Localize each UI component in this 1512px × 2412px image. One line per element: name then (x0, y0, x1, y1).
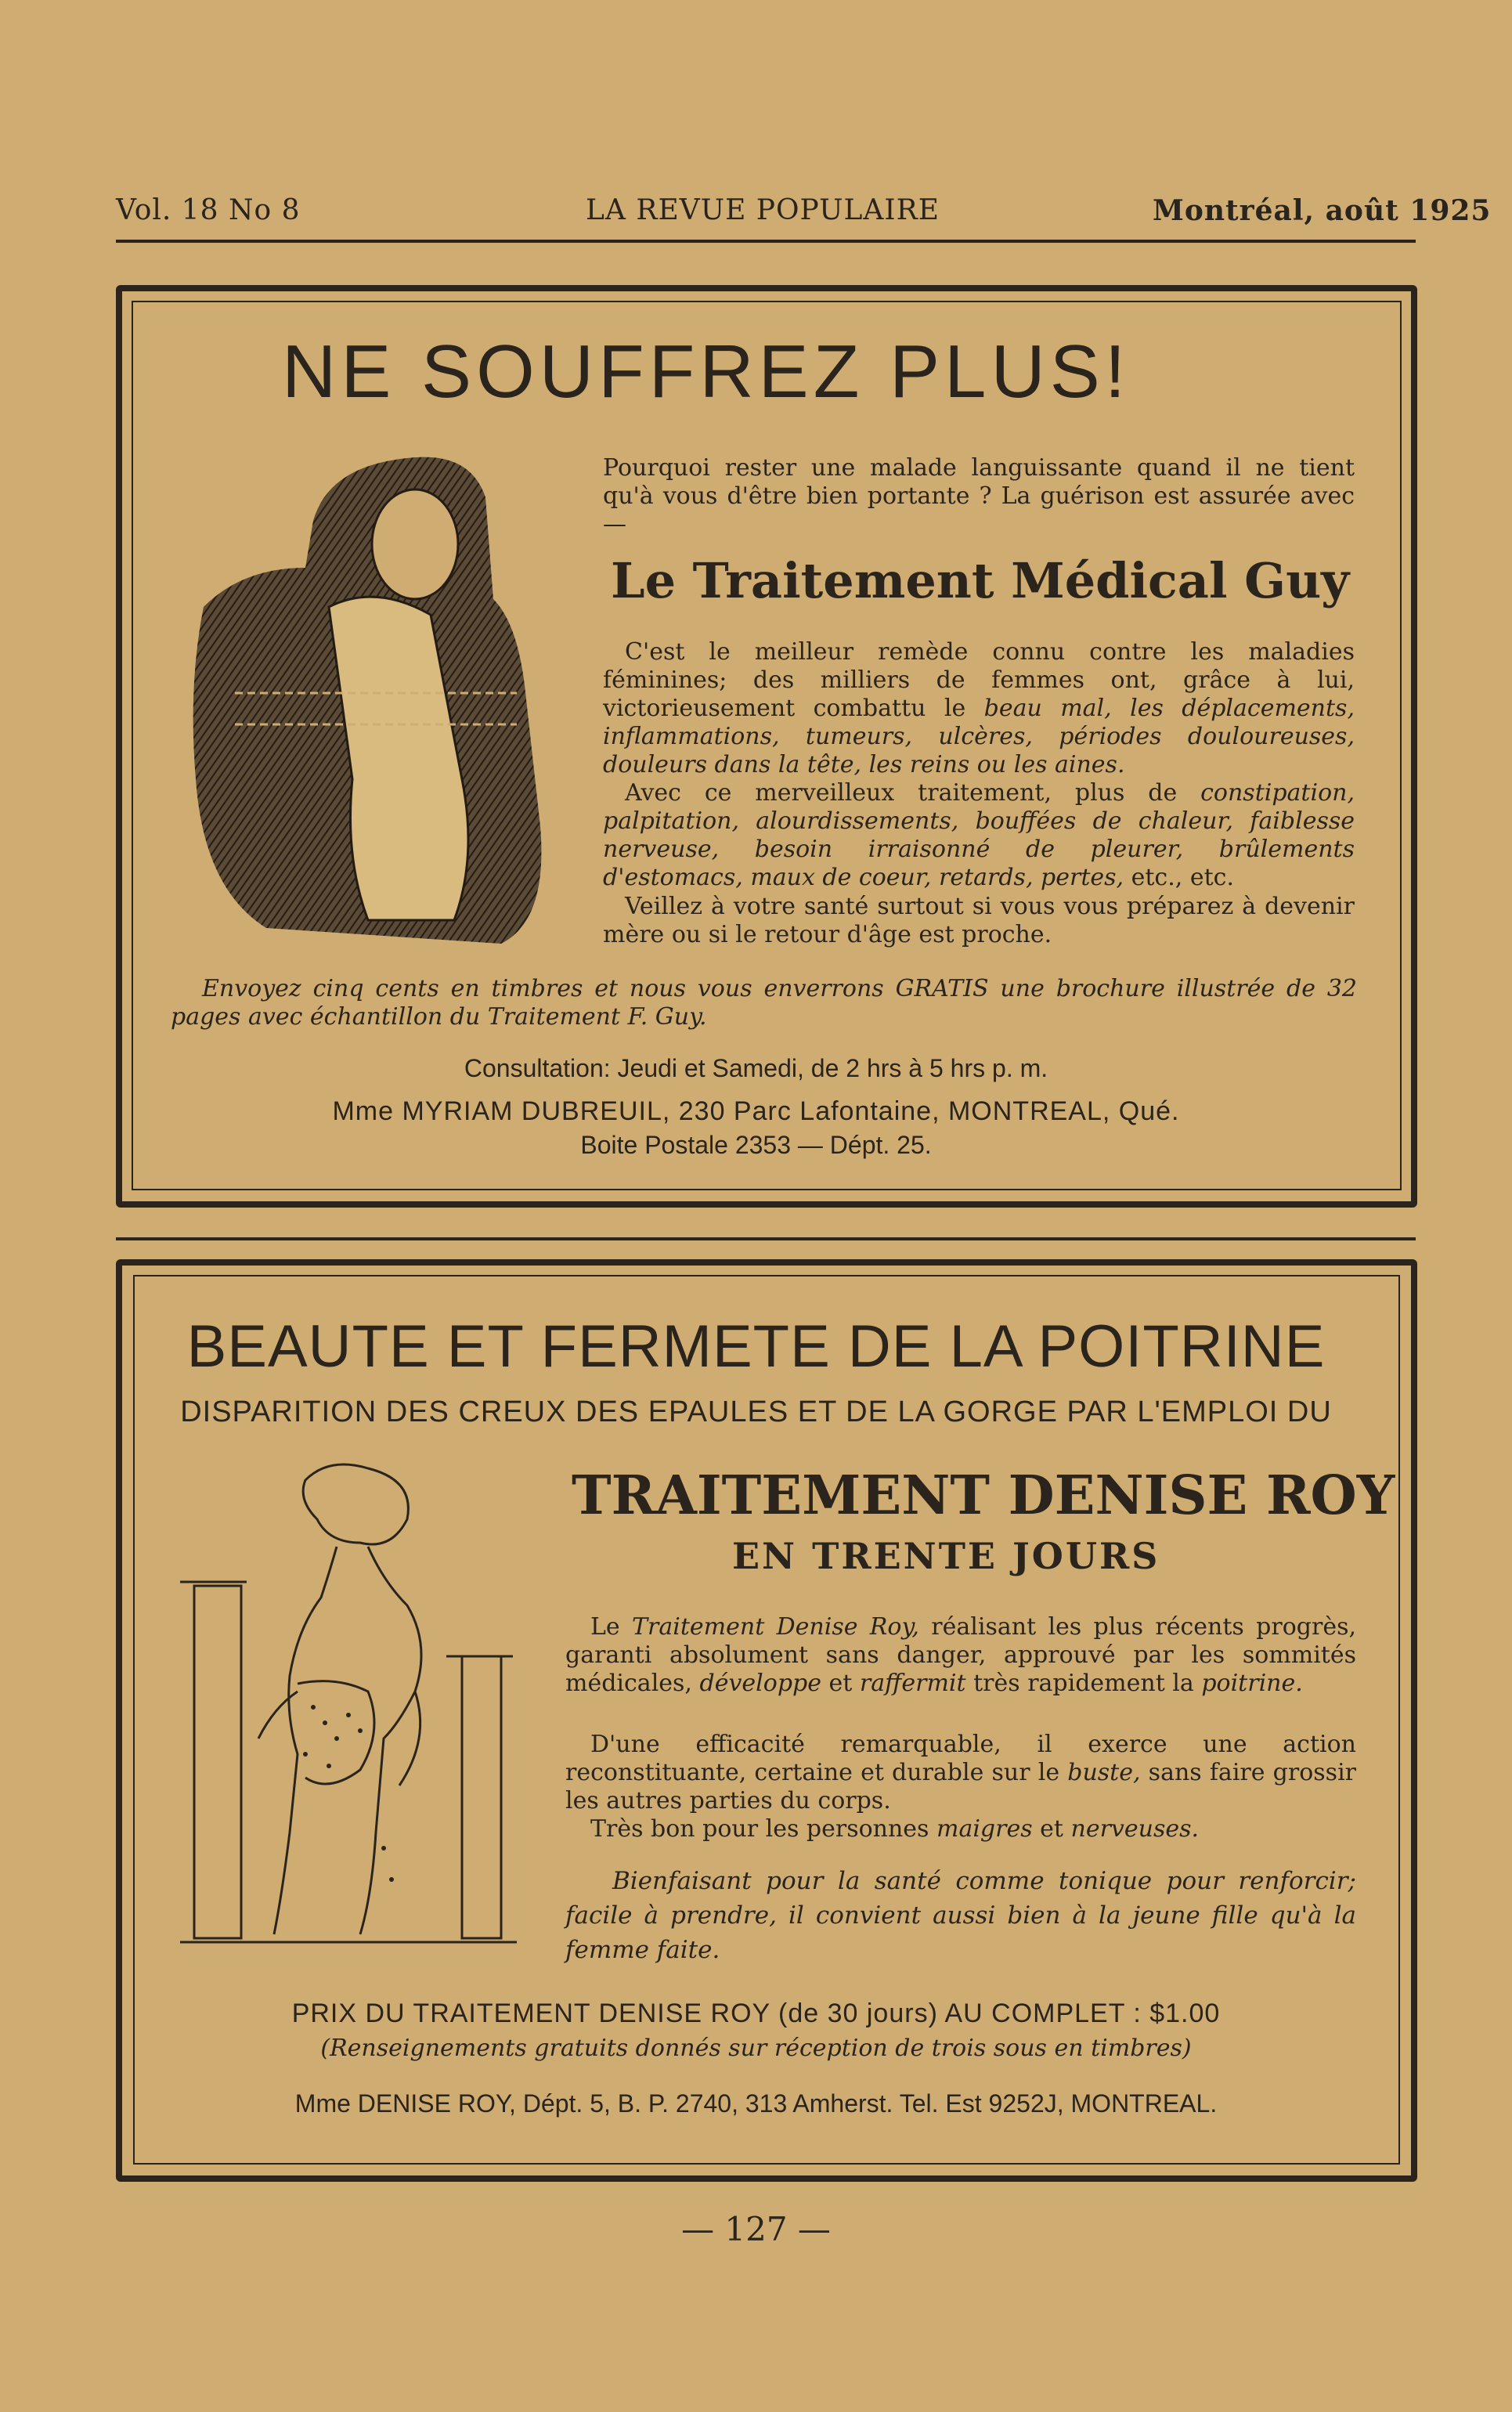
ad1-consultation: Consultation: Jeudi et Samedi, de 2 hrs à 5 hrs p. m. (464, 1054, 1048, 1082)
header-volume: Vol. 18 No 8 (116, 194, 301, 226)
ad2-address: Mme DENISE ROY, Dépt. 5, B. P. 2740, 313 Amherst. Tel. Est 9252J, MONTREAL. (294, 2089, 1218, 2118)
ad1-product-name: Le Traitement Médical Guy (611, 552, 1350, 609)
ad1-offer: Envoyez cinq cents en timbres et nous vous enverrons GRATIS une brochure illustrée de 32 pages avec échantillon du Traitement F. Guy. (171, 975, 1357, 1031)
ad1-paragraph-1: C'est le meilleur remède connu contre les maladies féminines; des milliers de femmes ont, grâce à lui, victorieusement combattu le beau mal, les déplacements, inflammations, tumeurs, ulcères, périodes douloureuses, douleurs dans la tête, les reins ou les aines. (603, 638, 1355, 778)
ad2-paragraph-4: Bienfaisant pour la santé comme tonique pour renforcir; facile à prendre, il convient aussi bien à la jeune fille qu'à la femme faite. (565, 1867, 1356, 1964)
header-place-date: Montréal, août 1925 (1153, 194, 1492, 227)
woman-figure-illustration (180, 1457, 532, 1958)
header-rule (116, 240, 1416, 243)
ad2-paragraph-2: D'une efficacité remarquable, il exerce une action reconstituante, certaine et durable sur le buste, sans faire grossir les autres parties du corps. (565, 1731, 1356, 1814)
separator-rule (116, 1237, 1416, 1240)
ad2-product-subtitle: EN TRENTE JOURS (732, 1535, 1160, 1577)
ad2-product-name: TRAITEMENT DENISE ROY (572, 1464, 1395, 1527)
ad2-paragraph-3: Très bon pour les personnes maigres et nerveuses. (590, 1815, 1200, 1843)
ad2-title: BEAUTE ET FERMETE DE LA POITRINE (186, 1313, 1326, 1380)
ad1-intro: Pourquoi rester une malade languissante quand il ne tient qu'à vous d'être bien portante ? La guérison est assurée avec — (603, 454, 1355, 538)
ad1-paragraph-3: Veillez à votre santé surtout si vous vous préparez à devenir mère ou si le retour d'âge est proche. (603, 893, 1355, 948)
ad2-paragraph-1: Le Traitement Denise Roy, réalisant les plus récents progrès, garanti absolument sans danger, approuvé par les sommités médicales, développe et raffermit très rapidement la poitrine. (565, 1613, 1357, 1697)
header-magazine-title: LA REVUE POPULAIRE (586, 194, 940, 226)
ad2-price: PRIX DU TRAITEMENT DENISE ROY (de 30 jours) AU COMPLET : $1.00 (291, 1999, 1221, 2028)
ad1-paragraph-2: Avec ce merveilleux traitement, plus de constipation, palpitation, alourdissements, bouffées de chaleur, faiblesse nerveuse, besoin irraisonné de pleurer, brûlements d'estomacs, maux de coeur, retards, pertes, etc., etc. (603, 779, 1355, 891)
ad2-info: (Renseignements gratuits donnés sur réception de trois sous en timbres) (320, 2035, 1192, 2062)
ad1-title: NE SOUFFREZ PLUS! (282, 330, 1131, 413)
page-number: — 127 — (681, 2210, 831, 2248)
woman-in-chair-illustration (172, 450, 564, 951)
ad2-subtitle: DISPARITION DES CREUX DES EPAULES ET DE LA GORGE PAR L'EMPLOI DU (180, 1396, 1332, 1428)
ad1-postbox: Boite Postale 2353 — Dépt. 25. (580, 1131, 932, 1159)
ad1-address: Mme MYRIAM DUBREUIL, 230 Parc Lafontaine, MONTREAL, Qué. (332, 1096, 1180, 1126)
